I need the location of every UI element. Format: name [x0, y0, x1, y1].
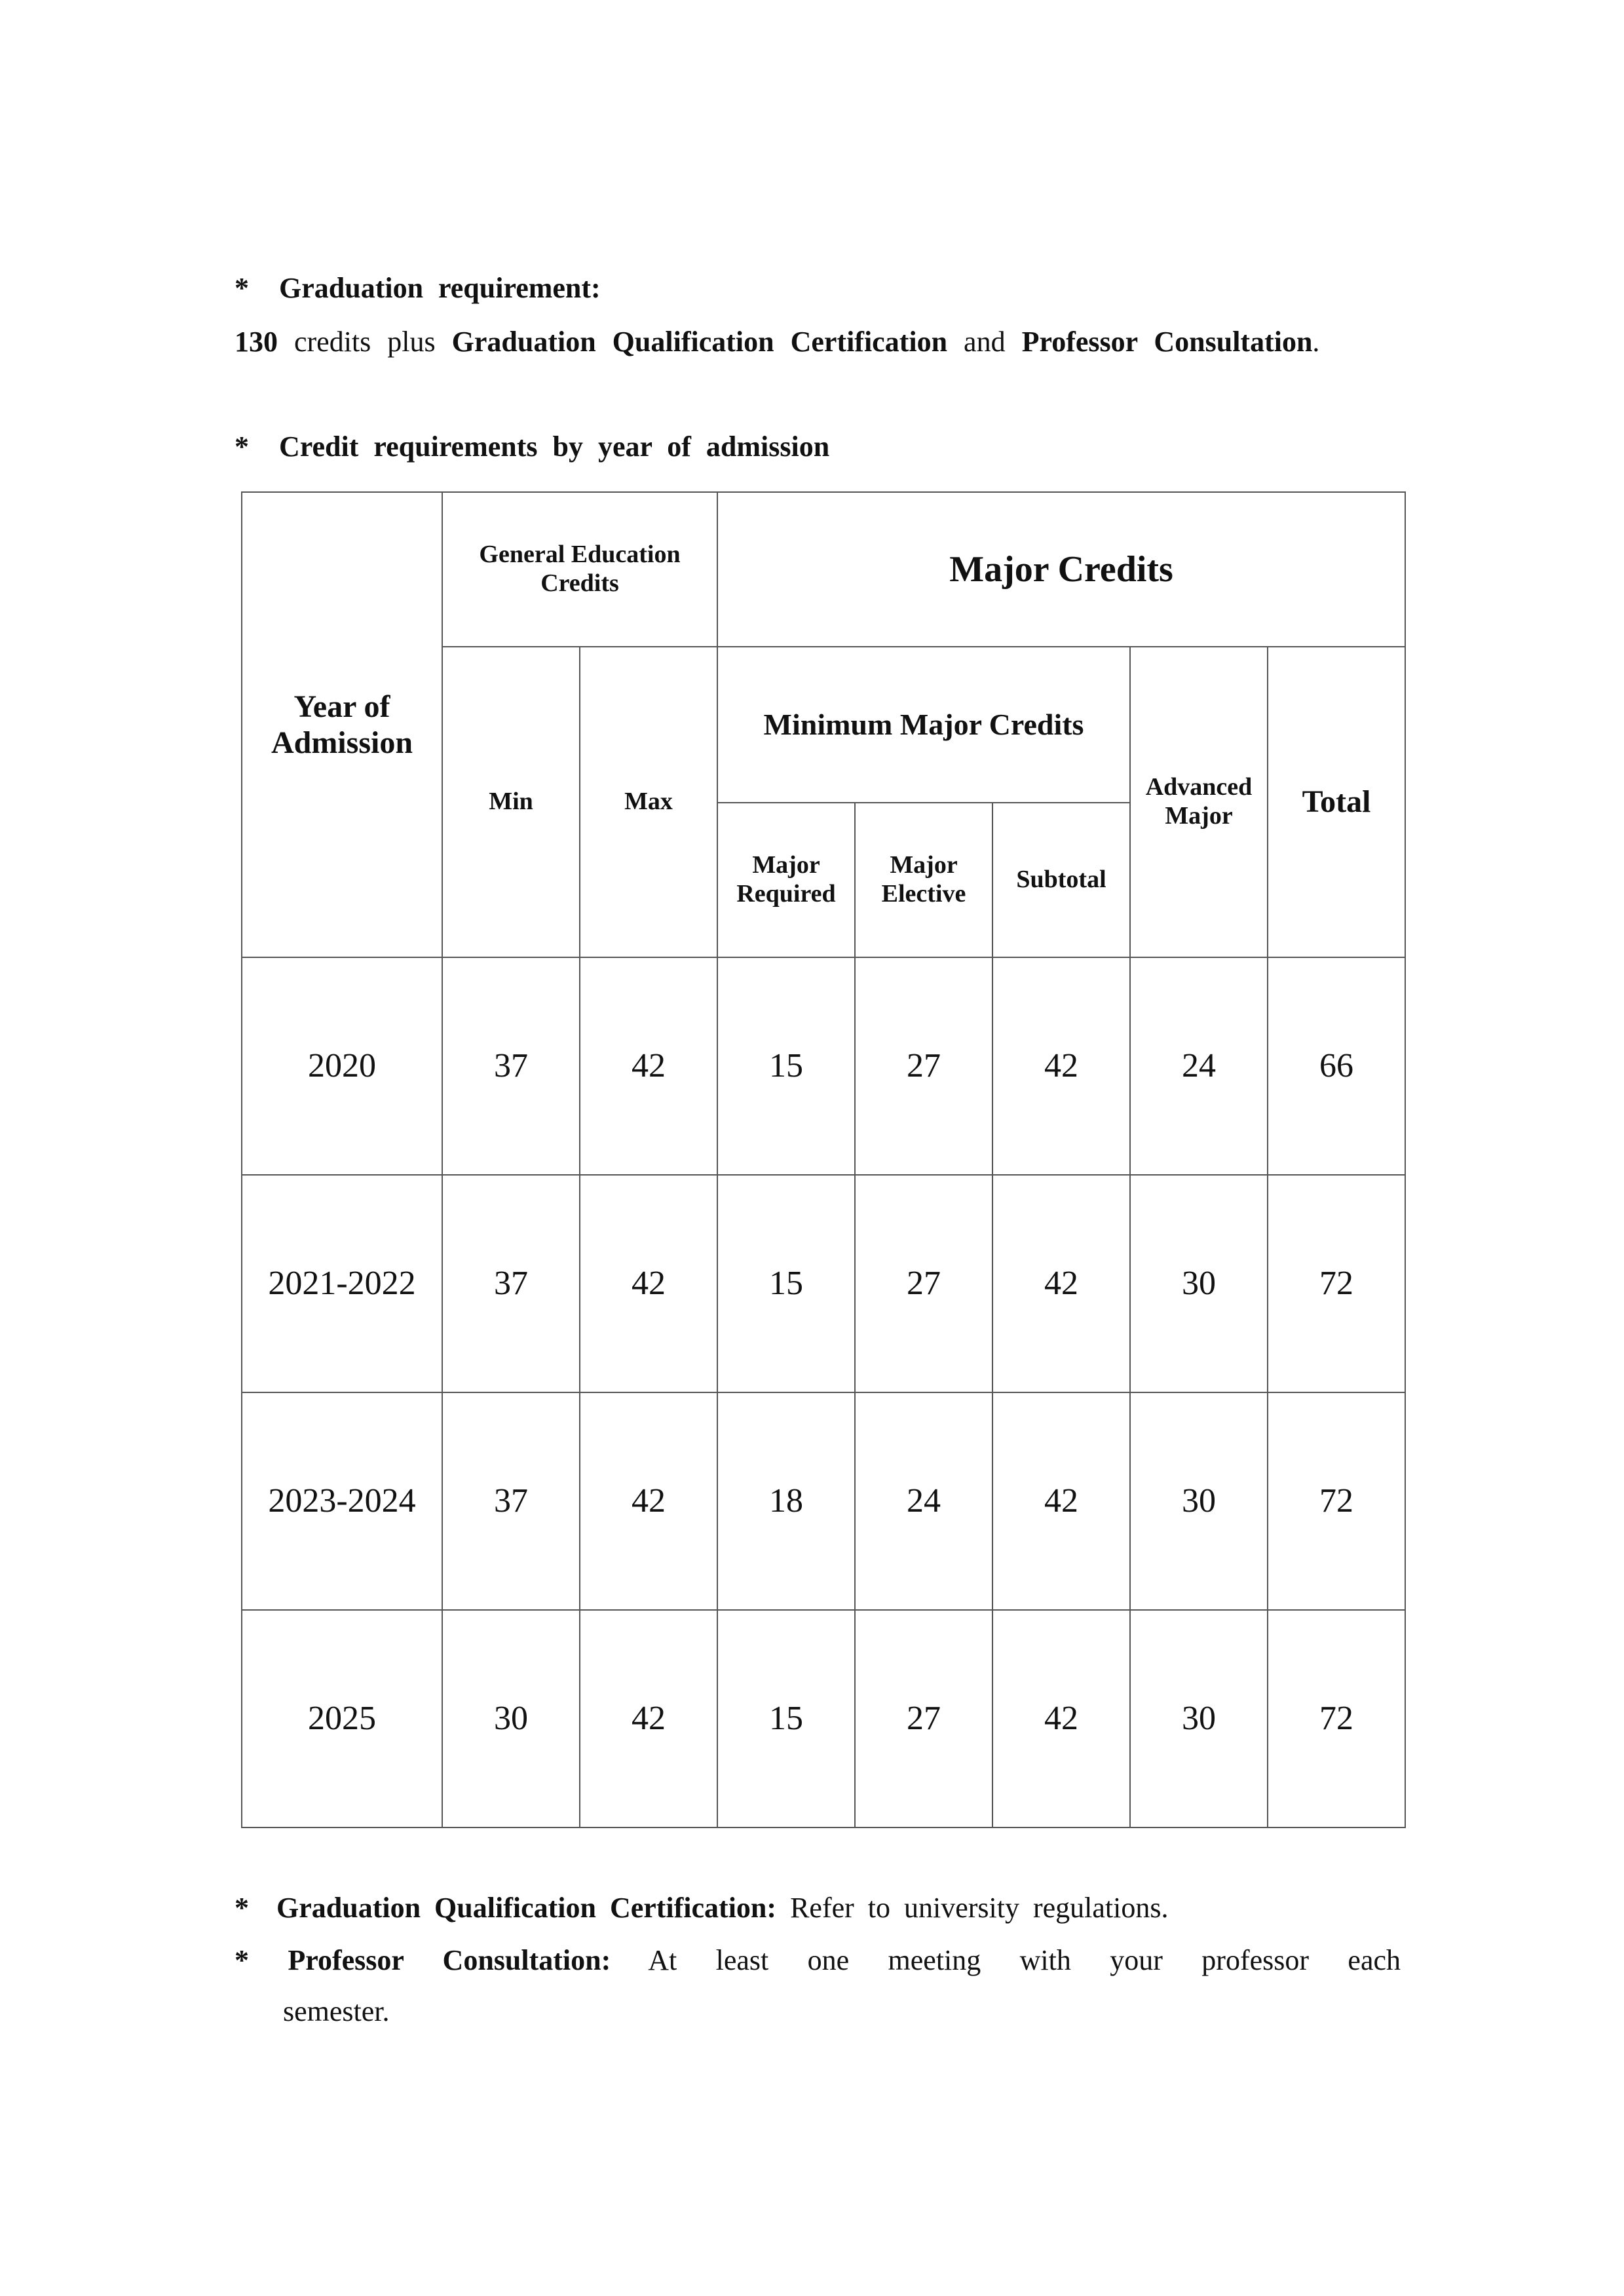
cell-min: 37	[442, 957, 580, 1175]
table-row	[242, 957, 1405, 1175]
header-minimum-major-credits: Minimum Major Credits	[717, 647, 1130, 803]
cell-major-elective: 27	[855, 957, 992, 1175]
note-consultation-text: At least one meeting with your professor each	[648, 1944, 1401, 1976]
text-and: and	[964, 326, 1006, 358]
cell-subtotal: 42	[992, 1392, 1130, 1610]
credit-requirements-heading-text: Credit requirements by year of admission	[279, 430, 830, 463]
note-certification-text: Refer to university regulations.	[790, 1892, 1169, 1924]
credit-count: 130	[235, 326, 278, 358]
bullet-star: *	[235, 1892, 249, 1924]
cell-subtotal: 42	[992, 1175, 1130, 1392]
cell-subtotal: 42	[992, 1610, 1130, 1827]
header-major-elective: Major Elective	[855, 803, 992, 957]
header-advanced-major: Advanced Major	[1130, 647, 1268, 957]
cell-advanced-major: 30	[1130, 1392, 1268, 1610]
cell-major-required: 15	[717, 1175, 855, 1392]
cell-total: 72	[1268, 1175, 1405, 1392]
cell-max: 42	[580, 957, 717, 1175]
bullet-star: *	[235, 272, 249, 304]
cell-year: 2021-2022	[242, 1175, 442, 1392]
table-row	[242, 1392, 1405, 1610]
credit-requirements-table	[241, 491, 1406, 1828]
header-total: Total	[1268, 647, 1405, 957]
bullet-star: *	[235, 430, 249, 463]
credit-requirements-heading	[235, 427, 829, 467]
cell-year: 2025	[242, 1610, 442, 1827]
cell-major-required: 15	[717, 957, 855, 1175]
cell-min: 37	[442, 1392, 580, 1610]
consultation-term: Professor Consultation	[1021, 326, 1313, 358]
cell-advanced-major: 30	[1130, 1610, 1268, 1827]
graduation-heading	[235, 269, 601, 308]
cell-year: 2023-2024	[242, 1392, 442, 1610]
note-certification	[235, 1888, 1168, 1928]
table-row	[242, 1610, 1405, 1827]
cell-min: 30	[442, 1610, 580, 1827]
cell-major-required: 15	[717, 1610, 855, 1827]
certification-term: Graduation Qualification Certification	[451, 326, 948, 358]
cell-total: 72	[1268, 1392, 1405, 1610]
header-major-required: Major Required	[717, 803, 855, 957]
cell-year: 2020	[242, 957, 442, 1175]
cell-max: 42	[580, 1392, 717, 1610]
cell-major-elective: 27	[855, 1610, 992, 1827]
note-consultation	[235, 1941, 1401, 1980]
header-major-credits: Major Credits	[717, 492, 1405, 647]
cell-total: 66	[1268, 957, 1405, 1175]
cell-advanced-major: 30	[1130, 1175, 1268, 1392]
note-certification-label: Graduation Qualification Certification:	[276, 1892, 777, 1924]
cell-major-required: 18	[717, 1392, 855, 1610]
cell-max: 42	[580, 1175, 717, 1392]
graduation-heading-text: Graduation requirement:	[279, 272, 601, 304]
note-consultation-continued: semester.	[283, 1995, 390, 2027]
header-row-1	[242, 492, 1405, 647]
bullet-star: *	[235, 1944, 249, 1976]
cell-max: 42	[580, 1610, 717, 1827]
header-year-of-admission: Year of Admission	[242, 492, 442, 957]
header-subtotal: Subtotal	[992, 803, 1130, 957]
cell-advanced-major: 24	[1130, 957, 1268, 1175]
graduation-requirement-text	[235, 322, 1319, 362]
note-consultation-label: Professor Consultation:	[288, 1944, 611, 1976]
cell-major-elective: 24	[855, 1392, 992, 1610]
header-min: Min	[442, 647, 580, 957]
text-period: .	[1312, 326, 1320, 358]
cell-total: 72	[1268, 1610, 1405, 1827]
cell-subtotal: 42	[992, 957, 1130, 1175]
cell-min: 37	[442, 1175, 580, 1392]
text-credits-plus: credits plus	[294, 326, 436, 358]
table-row	[242, 1175, 1405, 1392]
cell-major-elective: 27	[855, 1175, 992, 1392]
header-general-education: General Education Credits	[442, 492, 717, 647]
header-max: Max	[580, 647, 717, 957]
